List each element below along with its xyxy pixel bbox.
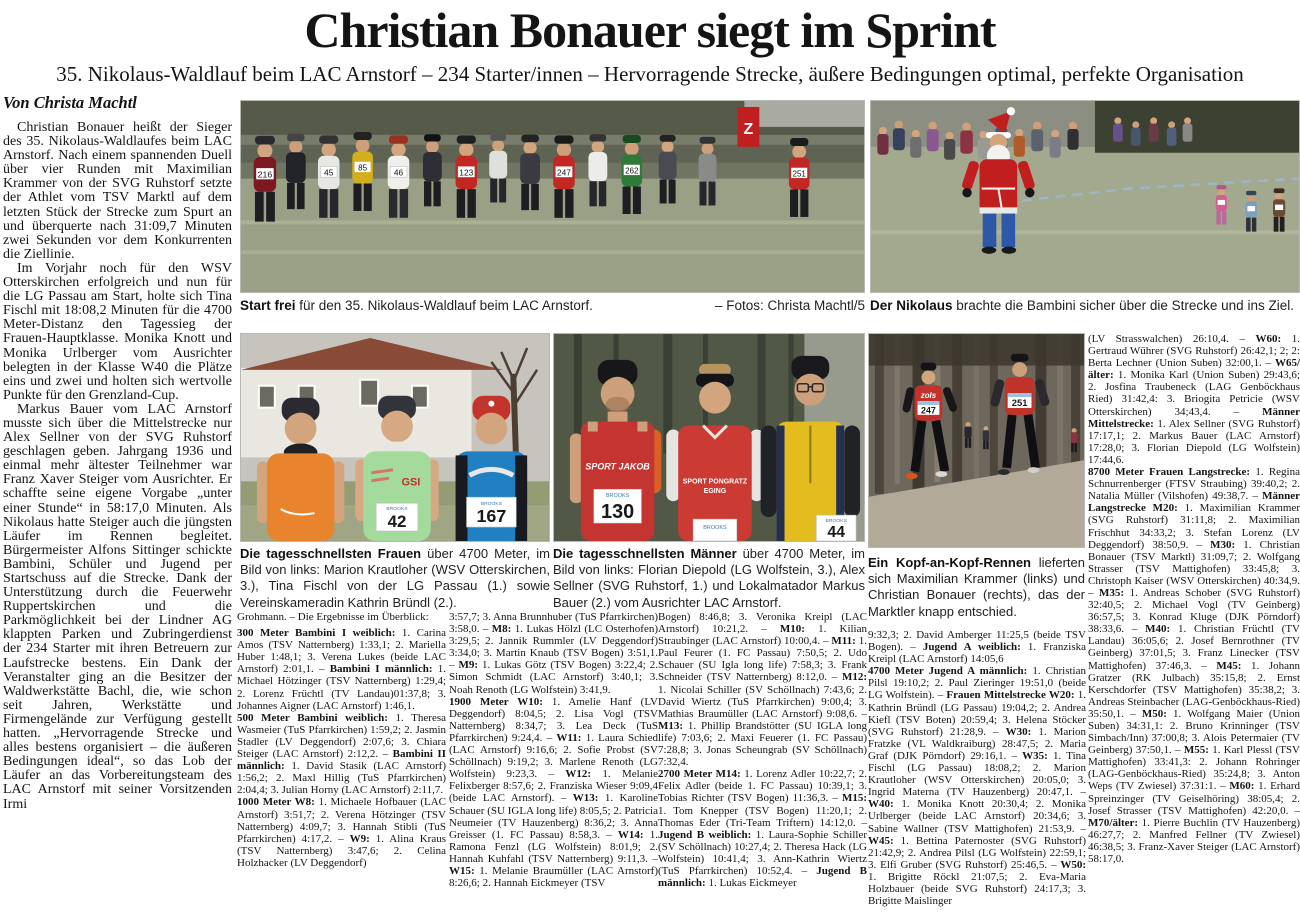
results-paragraph: 300 Meter Bambini I weiblich: 1. Carina Amos (TSV Natternberg) 1:33,1; 2. Mariella Huber 1:48,1; 3. Verena Lukes (beide LAC Arnstorf) 2:01,1. – Bambini I männlich: 1. Michael Hötzinger (TSV Natternberg) 1:29,4; 2. Lorenz Früchtl (TV Landau)01:37,8; 3. Johannes Aigner (LAC Arnstorf) 1:46,1. — [237, 627, 446, 712]
photo-race-start — [240, 100, 865, 293]
photo-credit: – Fotos: Christa Machtl/5 — [714, 298, 865, 313]
caption-rest: über 4700 Meter, im Bild von links: Marion Krautloher (WSV Otterskirchen, 3.), Tina Fischl von der LG Passau (1.) sowie Vereinskameradin Kathrin Bründl (2.). — [240, 546, 550, 610]
caption-lead: Ein Kopf-an-Kopf-Rennen — [868, 555, 1031, 570]
results-paragraph: 1000 Meter W8: 1. Michaele Hofbauer (LAC Arnstorf) 3:51,7; 2. Verena Hötzinger (TSV Natternberg) 4:09,7; 3. Hannah Stibli (TuS Pfarrkirchen) 4:17,2. – W9: 1. Alina Kraus (TSV Natternberg) 3:47,6; 2. Celina Holzhacker (LV Deggendorf) — [237, 796, 446, 869]
caption-rest: lieferten sich Maximilian Krammer (links) und Christian Bonauer (rechts), das der Marktler knapp entschied. — [868, 555, 1085, 619]
caption-rest: für den 35. Nikolaus-Waldlauf beim LAC Arnstorf. — [295, 298, 593, 313]
photo-fastest-men — [553, 333, 865, 542]
subhead: 35. Nikolaus-Waldlauf beim LAC Arnstorf – 234 Starter/innen – Hervorragende Strecke, äußere Bedingungen optimal, perfekte Organisation — [56, 62, 1244, 86]
bib-number: 216 — [257, 169, 273, 180]
article-paragraph: Im Vorjahr noch für den WSV Otterskirchen erfolgreich und nun für die LG Passau am Start, holte sich Tina Fischl mit 18:08,2 Minuten für die 4700 Meter-Distanz den Tagessieg der Frauen-Hauptklasse. Monika Knott und Monika Urlberger vom Ausrichter belegten in der Klasse W40 die Plätze eins und zwei und holten sich wertvolle Punkte für den Grenzland-Cup. — [3, 260, 232, 403]
results-paragraph: 2700 Meter M14: 1. Lorenz Adler 10:22,7; 2. Felix Adler (beide 1. FC Passau) 10:39,1; 3. Tobias Richter (TSV Bogen) 11:36,3. – M15: 1. Tom Knepper (TSV Bogen) 11:20,1; 2. Thomas Eder (Tri-Team Triftern) 14:12,0. – Jugend B weiblich: 1. Laura-Sophie Schiller (SV Schöllnach) 10:27,4; 2. Theresa Hack (LG Wolfstein) 10:41,4; 3. Ann-Kathrin Wiertz (TuS Pfarrkirchen) 10:52,4. – Jugend B männlich: 1. Lukas Eickmeyer — [658, 768, 867, 890]
results-column-3 — [658, 611, 867, 916]
bib-number: 45 — [324, 167, 334, 178]
caption-duel — [868, 555, 1085, 620]
results-paragraph: 1900 Meter W10: 1. Amelie Hanf (LV Deggendorf) 8:04,5; 2. Lisa Vogl (TSV Natternberg) 8:34,7; 3. Lea Deck (TuS Pfarrkirchen) 9:24,4. – W11: 1. Laura Schied (LAC Arnstorf) 9:16,6; 2. Sofie Probst (SV Schöllnach) 9:19,2; 3. Marlene Renoth (LG Wolfstein) 9:23,3. – W12: 1. Melanie Felixberger 8:57,6; 2. Franziska Wieser 9:09,4 (beide LAC Arnstorf). – W13: 1. Karoline Schauer (SU IGLA long life) 8:05,5; 2. Patricia Neumeier (TV Hauzenberg) 8:36,2; 3. Anna Greisser (1. FC Passau) 8:58,3. – W14: 1. Ramona Fenzl (LG Wolfstein) 8:01,9; 2. Hannah Kuhfahl (TSV Natternberg) 9:11,3. – W15: 1. Melanie Braumüller (LAC Arnstorf) 8:26,6; 2. Hannah Eickmeyer (TSV — [449, 695, 658, 890]
shirt-text-eging: EGING — [703, 488, 727, 496]
results-column-2 — [449, 611, 658, 916]
caption-rest: brachte die Bambini sicher über die Strecke und ins Ziel. — [952, 298, 1294, 313]
results-paragraph: (LV Strasswalchen) 26:10,4. – W60: 1. Gertraud Wührer (SVG Ruhstorf) 26:42,1; 2; 2: Berta Lechner (Union Suben) 32:00,1. – W65/älter: 1. Monika Karl (Union Suben) 29:43,6; 2. Josfina Traubeneck (LAG Genböckhaus Ried) 31:42,4: 3. Briogita Petricie (WSV Otterskirchen) 34;43,4. – Männer Mittelstrecke: 1. Alex Sellner (SVG Ruhstorf) 17:17,1; 2. Markus Bauer (LAC Arnstorf) 17:28,0; 3. Florian Diepold (LG Wolfstein) 17:44,6. — [1088, 333, 1300, 466]
banner-letter: Z — [743, 120, 754, 138]
article-paragraph: Markus Bauer vom LAC Arnstorf musste sich über die Mittelstrecke nur Alex Sellner von der SVG Ruhstorf geschlagen geben. Jahrgang 1936 und einmal mehr ältester Teilnehmer war Franz Xaver Steiger vom Ausrichter. Er schaffte seine eigene Vorgabe „unter einer Stunde“ in 58:17,0 Minuten. Als Nikolaus hatte Steiger auch die jüngsten Läufer im Rennen begleitet. Bürgermeister Alfons Sittinger schickte Bambini, Schüler und Jugend per Startschuss auf die Strecke. Dank der Unterstützung durch die Feuerwehr Ruppertskirchen und die Parkmöglichkeit bei der Lindner AG klappten Parken und Zubringerdienst der 234 Starter mit ihren Betreuern zur Laufstrecke bestens. Ein Dank der Veranstalter ging an die Besitzer der Waldwerkstätte Bachl, die, wie schon seit Jahren, Werkstätte und Firmengelände zur Verfügung gestellt hatten. „Hervorragende Strecke und alles bestens organisiert – die äußeren Bedingungen ideal“, so das Lob der Läufer an das Vorbereitungsteam des LAC Arnstorf mit seiner Vorsitzenden Irmi — [3, 401, 232, 812]
results-paragraph: Bogen) 8:46,8; 3. Veronika Kreipl (LAC Arnstorf) 10:21,2. – M10: 1. Kilian Straubinger (LAC Arnstorf) 10:00,4. – M11: 1. Paul Feurer (1. FC Passau) 7:50,5; 2. Udo Schauer (SU Igla long life) 7:58,3; 3. Frank Schneider (TSV Natternberg) 8:12,0. – M12: 1. Nicolai Schiller (SV Schöllnach) 7:43,6; 2. David Wiertz (TuS Pfarrkirchen) 9:00,4; 3. Mathias Braumüller (LAC Arnstorf) 9:08,6. – M13: 1. Phillip Brandstötter (SU IGLA long life) 7:03,6; 2. Maxi Feuerer (1. FC Passau) 7:28,8; 3. Jonas Scheungrab (SV Schöllnach) 7:32,4. — [658, 611, 867, 769]
caption-fastest-men — [553, 546, 865, 611]
caption-race-start — [240, 297, 865, 314]
shirt-text-gsi: GSI — [401, 476, 421, 489]
results-column-4 — [868, 629, 1086, 916]
race-start-image — [241, 101, 864, 292]
results-paragraph: 9:32,3; 2. David Amberger 11:25,5 (beide TSV Bogen). – Jugend A weiblich: 1. Franziska Kreipl (LAC Arnstorf) 14:05,6 — [868, 629, 1086, 666]
caption-lead: Start frei — [240, 298, 296, 313]
bib-number: 44 — [827, 524, 846, 541]
results-paragraph: 3:57,7; 3. Anna Brunnhuber (TuS Pfarrkirchen) 3:58,0. – M8: 1. Lukas Hölzl (LC Osterhofen) 3:29,5; 2. Jannik Rummler (LV Deggendorf) 3:34,0; 3. Martin Knaub (TSV Bogen) 3:51,1. – M9: 1. Lukas Götz (TSV Bogen) 3:22,4; 2. Simon Schmidt (LAC Arnstorf) 3:40,1; 3. Noah Renoth (LG Wolfstein) 3:41,9. — [449, 611, 658, 696]
zols-banner — [737, 107, 759, 147]
bib-number: 251 — [792, 169, 806, 179]
bib-brand: BROOKS — [605, 493, 630, 500]
beard — [606, 397, 630, 413]
bib-number: 167 — [476, 506, 507, 527]
shirt-text-pongratz: SPORT PONGRATZ — [682, 478, 748, 486]
bib-number: 247 — [556, 167, 571, 178]
headline: Christian Bonauer siegt im Sprint — [304, 2, 996, 58]
bib-number: 251 — [1011, 397, 1028, 408]
bib-number: 85 — [358, 163, 368, 173]
bib-number: 247 — [921, 405, 936, 416]
photo-fastest-women — [240, 333, 550, 542]
byline: Von Christa Machtl — [3, 93, 137, 112]
shirt-text-zols: zols — [920, 391, 937, 401]
shirt-text-sport-jakob: SPORT JAKOB — [585, 461, 650, 472]
bib-number: 46 — [393, 167, 404, 178]
bib-number: 123 — [459, 167, 474, 178]
results-paragraph: 4700 Meter Jugend A männlich: 1. Christian Pilsl 19:10,2; 2. Paul Zieringer 19:51,0 (beide LG Wolfstein). – Frauen Mittelstrecke W20: 1. Kathrin Bründl (LG Passau) 19:04,2; 2. Andrea Kiefl (TSV Boten) 20:59,4; 3. Helena Stöcker (SVG Ruhstorf) 21:28,9. – W30: 1. Marion Fratzke (VL Waldkraiburg) 28:47,5; 2. Maria Graf (DJK Pörndorf) 29:16,1. – W35: 1. Tina Fischl (LG Passau) 18:08,2; 2. Marion Krautloher (WSV Otterskirchen) 20:05,0; 3. Ingrid Materna (TV Hauzenberg) 20:47,1. – W40: 1. Monika Knott 20:30,4; 2. Monika Urlberger (beide LAC Arnstorf) 20:34,6; 3. Sabine Wallner (TSV Mattighofen) 21:53,9. – W45: 1. Bettina Paternoster (SVG Ruhstorf) 21:42,9; 2. Andrea Pilsl (LG Wolfstein) 22:59,1; 3. Elfi Gruber (SVG Ruhstorf) 25:46,5. – W50: 1. Brigitte Röckl 21:07,5; 2. Eva-Maria Holzbauer (beide SVG Ruhstorf) 24:17,3; 3. Brigitte Maislinger — [868, 665, 1086, 908]
caption-rest: über 4700 Meter, im Bild von links: Florian Diepold (LG Wolfstein, 3.), Alex Sellner (SVG Ruhstorf, 1.) und Lokalmatador Markus Bauer (2.) vom Ausrichter LAC Arnstorf. — [553, 546, 865, 610]
fastest-women-image — [241, 334, 549, 541]
caption-nikolaus — [870, 297, 1300, 314]
bib-number: 262 — [625, 166, 639, 176]
caption-lead: Die tagesschnellsten Männer — [553, 546, 737, 561]
results-column-1 — [237, 611, 446, 916]
caption-lead: Die tagesschnellsten Frauen — [240, 546, 422, 561]
bib-brand: BROOKS — [386, 507, 408, 513]
caption-text — [870, 297, 1294, 314]
results-column-5 — [1088, 333, 1300, 916]
article-paragraph: Christian Bonauer heißt der Sieger des 35. Nikolaus-Waldlaufes beim LAC Arnstorf. Nach einem spannenden Duell über vier Runden mit Maximilian Krammer von der SVG Ruhstorf setzte der Athlet vom TSV Marktl auf dem letzten Stück der Strecke zum Spurt an und überquerte nach 31:09,7 Minuten zwei Sekunden vor dem Konkurrenten die Ziellinie. — [3, 120, 232, 262]
results-intro: Grohmann. – Die Ergebnisse im Überblick: — [237, 611, 429, 623]
photo-duel — [868, 333, 1085, 548]
bib-brand: BROOKS — [480, 502, 502, 508]
bib-brand: BROOKS — [703, 525, 727, 532]
duel-image — [869, 334, 1084, 547]
bib-brand: BROOKS — [825, 519, 847, 525]
nikolaus-image — [871, 101, 1299, 292]
results-paragraph: 8700 Meter Frauen Langstrecke: 1. Regina Schnurrenberger (FTSV Straubing) 39:40,2; 2. Natalia Müller (Vilshofen) 49:38,7. – Männer Langstrecke M20: 1. Maximilian Krammer (SVG Ruhstorf) 31:11,8; 2. Maximilian Frischhut 34:33,2; 3. Stefan Lorenz (LV Deggendorf) 38:50,9. – M30: 1. Christian Bonauer (TSV Marktl) 31:09,7; 2. Wolfgang Strasser (TSV Mattighofen) 33:45,8; 3. Christoph Kaiser (WSV Otterskirchen) 40:34,9. – M35: 1. Andreas Schober (SVG Ruhstorf) 32:40,5; 2. Michael Vogl (TV Geinberg) 36:57,5; 3. Konrad Kluge (DJK Pörndorf) 38:33,6. – M40: 1. Christian Früchtl (TV Landau) 36:05,6; 2. Josef Bernrothner (TV Geinberg) 37:01,5; 3. Franz Linecker (TSV Mattighofen) 37:46,3. – M45: 1. Johann Gratzer (RK Julbach) 35:15,8; 2. Ernst Kerschdorfer (TSV Mattighofen) 35:38,2; 3. Andreas Steinbacher (LAG-Genböckhaus-Ried) 35:50,1. – M50: 1. Wolfgang Maier (Union Suben) 34:31,1: 2. Bruno Krinninger (TSV Simbach/Inn) 37:00,8; 3. Alois Petermaier (TV Geinberg) 37:50,1. – M55: 1. Karl Plessl (TSV Mattighofen) 33:41,3: 2. Johann Rohringer (LAG-Genböckhaus-Ried) 35:24,8; 3. Anton Weps (TV Zwiesel) 37:31:1. – M60: 1. Erhard Spreinzinger (TV Geiselhöring) 38:05,4; 2. Josef Strasser (TSV Mattighofen) 42:20,0. – M70/älter: 1. Pierre Buchlin (TV Hauzenberg) 46:27,7; 2. Manfred Fellner (TV Zwiesel) 46:38,5; 3. Franz-Xaver Steiger (LAC Arnstorf) 58:17,0. — [1088, 466, 1300, 866]
article-column — [3, 93, 232, 916]
bib-number: 42 — [387, 512, 407, 532]
results-paragraph: 500 Meter Bambini weiblich: 1. Theresa Wasmeier (TuS Pfarrkirchen) 1:59,2; 2. Jasmin Stadler (LV Deggendorf) 2:07,6; 3. Chiara Steiger (LAC Arnstorf) 2:12,2. – Bambini II männlich: 1. David Stasik (LAC Arnstorf) 1:56,2; 2. Maxl Hillig (TuS Pfarrkirchen) 2:04,4; 3. Julian Horny (LAC Arnstorf) 2:11,7. — [237, 711, 446, 797]
photo-nikolaus — [870, 100, 1300, 293]
caption-lead: Der Nikolaus — [870, 298, 953, 313]
caption-text — [240, 297, 593, 314]
fastest-men-image — [554, 334, 864, 541]
caption-fastest-women — [240, 546, 550, 611]
bib-number: 130 — [601, 501, 635, 524]
